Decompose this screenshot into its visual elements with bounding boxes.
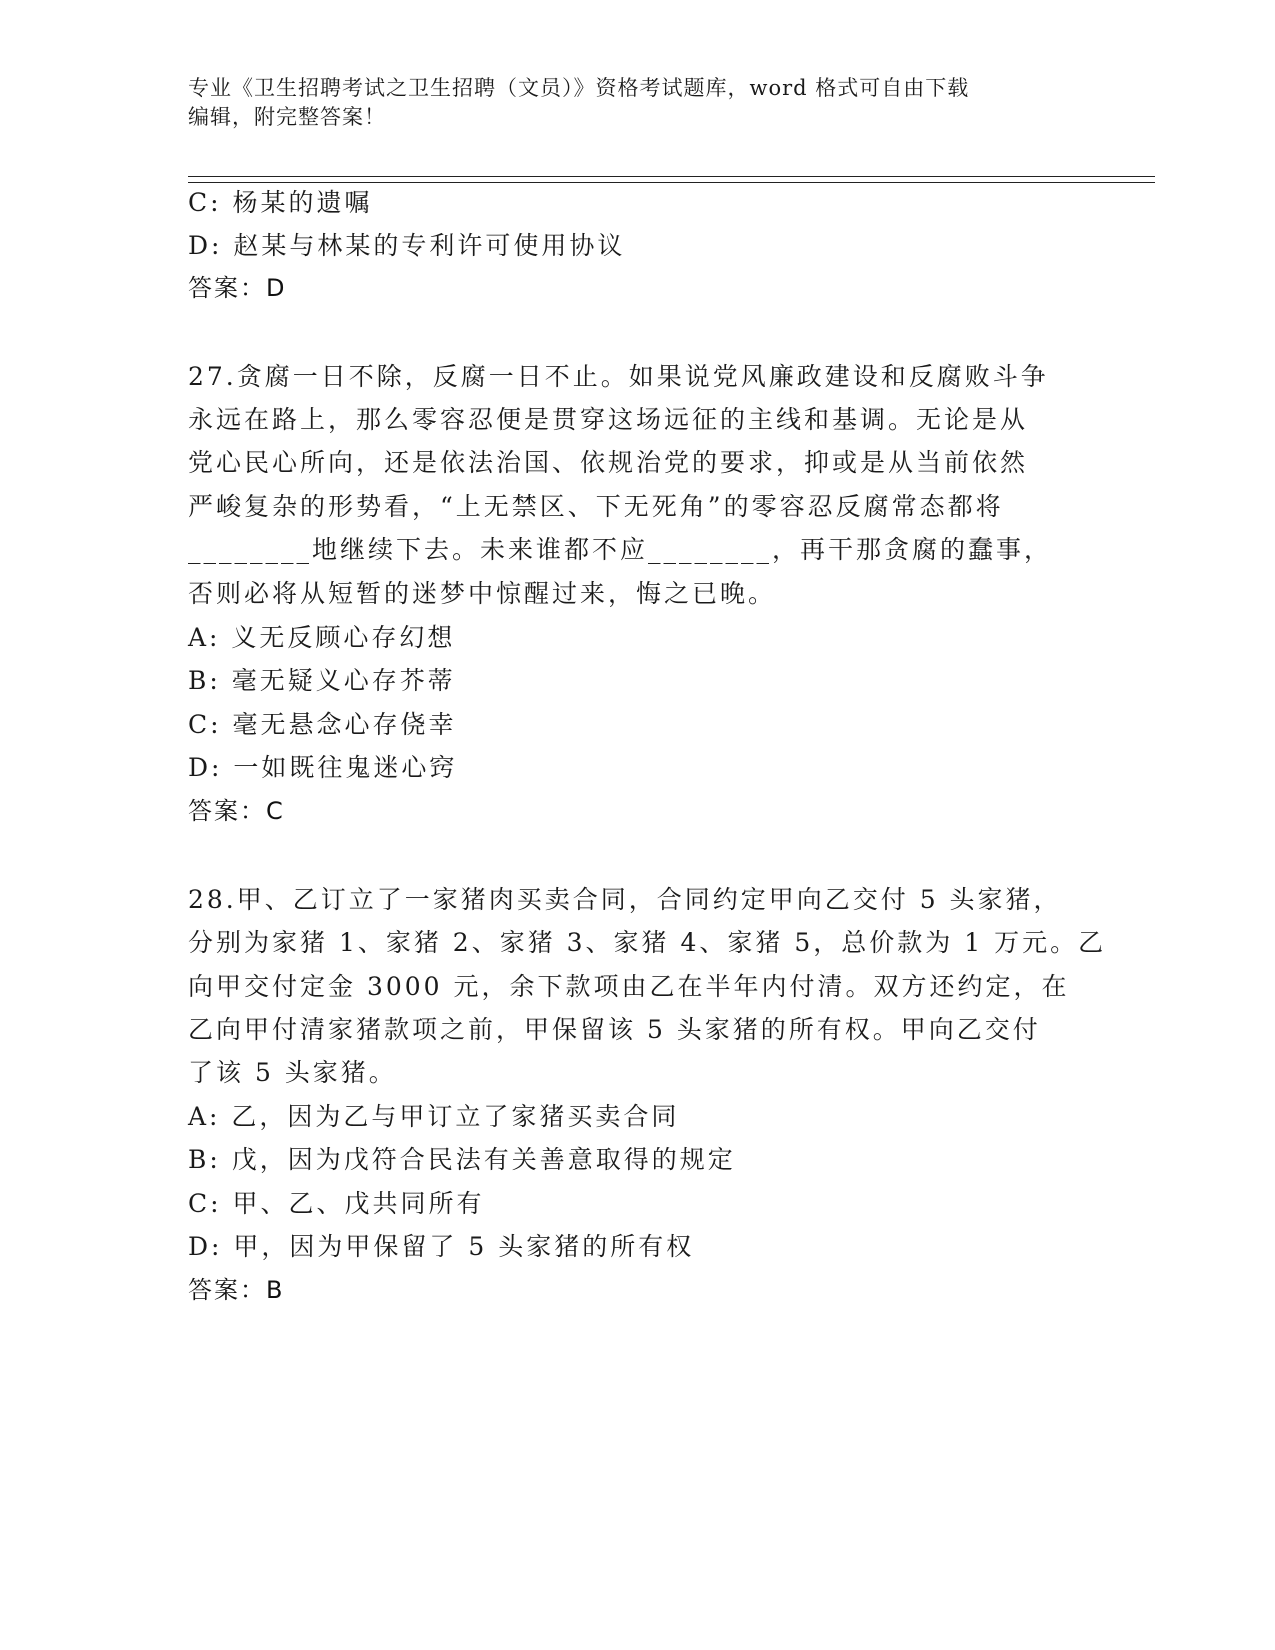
q28-stem-line: 乙向甲付清家猪款项之前，甲保留该 5 头家猪的所有权。甲向乙交付 [188, 1015, 1041, 1044]
q27-stem-line: 严峻复杂的形势看，“上无禁区、下无死角”的零容忍反腐常态都将 [188, 492, 1004, 521]
q26-option-c: C: 杨某的遗嘱 [188, 188, 373, 217]
header-line-1: 专业《卫生招聘考试之卫生招聘（文员）》资格考试题库，word 格式可自由下载 [188, 76, 970, 100]
q27-option-b: B: 毫无疑义心存芥蒂 [188, 666, 456, 695]
q28-stem-line: 了该 5 头家猪。 [188, 1058, 397, 1087]
q28-option-d: D: 甲，因为甲保留了 5 头家猪的所有权 [188, 1232, 695, 1261]
header-text [188, 74, 1088, 132]
q27-option-d: D: 一如既往鬼迷心窍 [188, 753, 458, 782]
q28-option-a: A: 乙，因为乙与甲订立了家猪买卖合同 [188, 1102, 680, 1131]
q28-option-b: B: 戊，因为戊符合民法有关善意取得的规定 [188, 1145, 736, 1174]
q27-option-a: A: 义无反顾心存幻想 [188, 623, 456, 652]
header-line-2: 编辑，附完整答案！ [188, 105, 386, 129]
q28-stem-line: 分别为家猪 1、家猪 2、家猪 3、家猪 4、家猪 5，总价款为 1 万元。乙 [188, 928, 1107, 957]
header-divider-top [188, 176, 1155, 177]
q26-answer: 答案：D [188, 274, 287, 302]
q27-stem-line: ________地继续下去。未来谁都不应________，再干那贪腐的蠢事， [188, 535, 1053, 564]
q28-option-c: C: 甲、乙、戊共同所有 [188, 1189, 485, 1218]
q27-option-c: C: 毫无悬念心存侥幸 [188, 710, 457, 739]
q27-stem-line: 27.贪腐一日不除，反腐一日不止。如果说党风廉政建设和反腐败斗争 [188, 362, 1049, 391]
q27-stem-line: 党心民心所向，还是依法治国、依规治党的要求，抑或是从当前依然 [188, 448, 1029, 477]
q27-stem-line: 否则必将从短暂的迷梦中惊醒过来，悔之已晚。 [188, 579, 777, 608]
q27-answer: 答案：C [188, 797, 285, 825]
q27-stem-line: 永远在路上，那么零容忍便是贯穿这场远征的主线和基调。无论是从 [188, 405, 1029, 434]
q28-answer: 答案：B [188, 1276, 285, 1304]
q26-option-d: D: 赵某与林某的专利许可使用协议 [188, 231, 626, 260]
q28-stem-line: 28.甲、乙订立了一家猪肉买卖合同，合同约定甲向乙交付 5 头家猪， [188, 885, 1062, 914]
q28-stem-line: 向甲交付定金 3000 元，余下款项由乙在半年内付清。双方还约定，在 [188, 972, 1070, 1001]
